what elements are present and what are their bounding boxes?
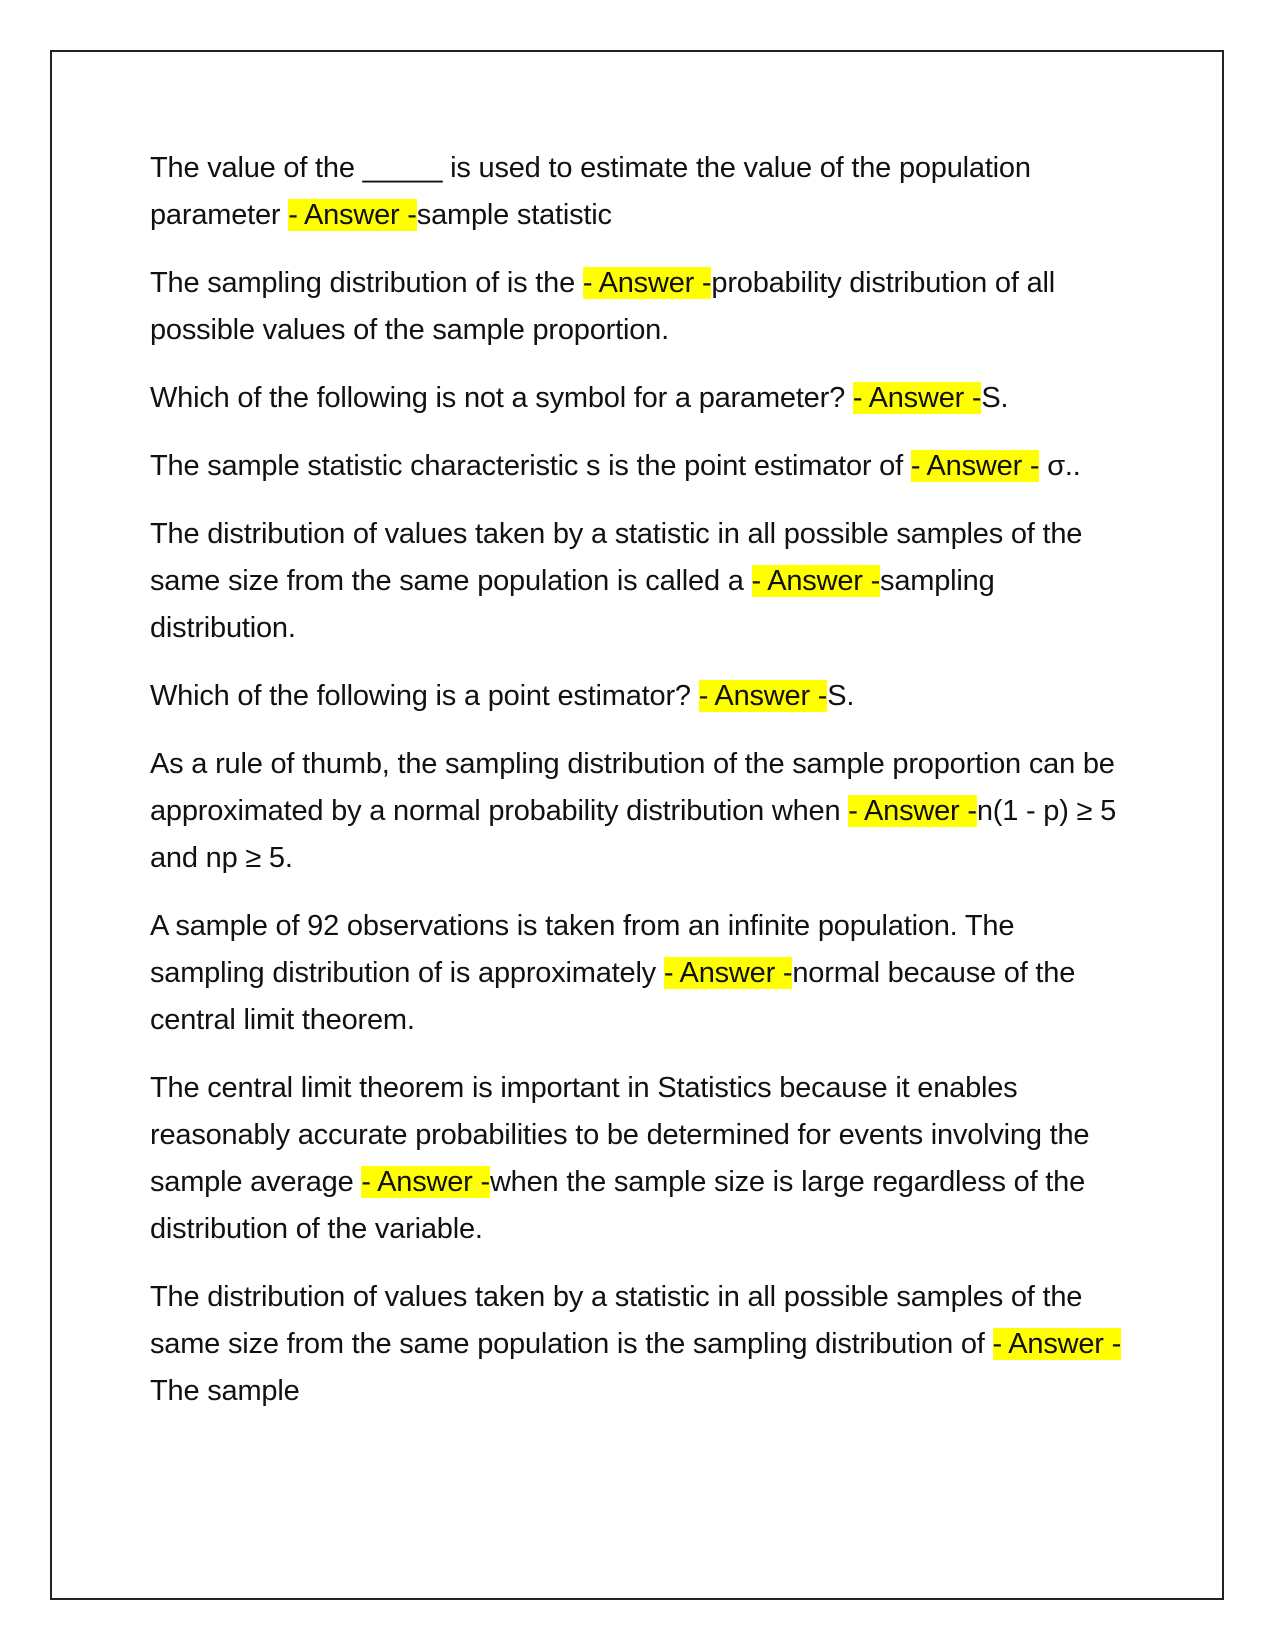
answer-text: The sample xyxy=(150,1375,300,1407)
qa-item xyxy=(150,741,1135,882)
qa-item xyxy=(150,1274,1135,1415)
qa-item xyxy=(150,145,1135,239)
answer-marker: - Answer - xyxy=(910,450,1040,482)
answer-text: normal because of the central limit theorem. xyxy=(150,957,1076,1036)
answer-text: S. xyxy=(981,382,1009,414)
answer-text: probability distribution of all possible values of the sample proportion. xyxy=(150,267,1055,346)
answer-marker: - Answer - xyxy=(663,957,793,989)
question-text: The distribution of values taken by a statistic in all possible samples of the same size from the same population is called a xyxy=(150,518,1083,597)
answer-marker: - Answer - xyxy=(582,267,712,299)
question-text: A sample of 92 observations is taken from an infinite population. The sampling distribution of is approximately xyxy=(150,910,1015,989)
answer-text: S. xyxy=(827,680,855,712)
question-text: As a rule of thumb, the sampling distribution of the sample proportion can be approximated by a normal probability distribution when xyxy=(150,748,1115,827)
answer-marker: - Answer - xyxy=(288,199,417,231)
qa-item xyxy=(150,903,1135,1044)
qa-item xyxy=(150,260,1135,354)
qa-item xyxy=(150,673,1135,720)
question-text: The central limit theorem is important in Statistics because it enables reasonably accurate probabilities to be determined for events involving the sample average xyxy=(150,1072,1090,1198)
question-text: Which of the following is not a symbol for a parameter? xyxy=(150,382,853,414)
qa-item xyxy=(150,443,1135,490)
answer-marker: - Answer - xyxy=(361,1166,490,1198)
answer-text: when the sample size is large regardless of the distribution of the variable. xyxy=(150,1166,1086,1245)
answer-marker: - Answer - xyxy=(992,1328,1122,1360)
qa-item xyxy=(150,375,1135,422)
question-text: The distribution of values taken by a statistic in all possible samples of the same size from the same population is the sampling distribution of xyxy=(150,1281,1083,1360)
qa-item xyxy=(150,1065,1135,1253)
answer-marker: - Answer - xyxy=(852,382,982,414)
answer-text: n(1 - p) ≥ 5 and np ≥ 5. xyxy=(150,795,1117,874)
answer-text: sample statistic xyxy=(416,199,612,231)
answer-marker: - Answer - xyxy=(751,565,881,597)
answer-text: sampling distribution. xyxy=(150,565,995,644)
answer-marker: - Answer - xyxy=(698,680,828,712)
qa-item xyxy=(150,511,1135,652)
question-text: The sample statistic characteristic s is the point estimator of xyxy=(150,450,911,482)
question-text: The value of the _____ is used to estimate the value of the population parameter xyxy=(150,152,1031,231)
answer-text: σ.. xyxy=(1039,450,1081,482)
question-text: The sampling distribution of is the xyxy=(150,267,583,299)
answer-marker: - Answer - xyxy=(848,795,977,827)
question-text: Which of the following is a point estimator? xyxy=(150,680,699,712)
document-body xyxy=(150,145,1135,1436)
